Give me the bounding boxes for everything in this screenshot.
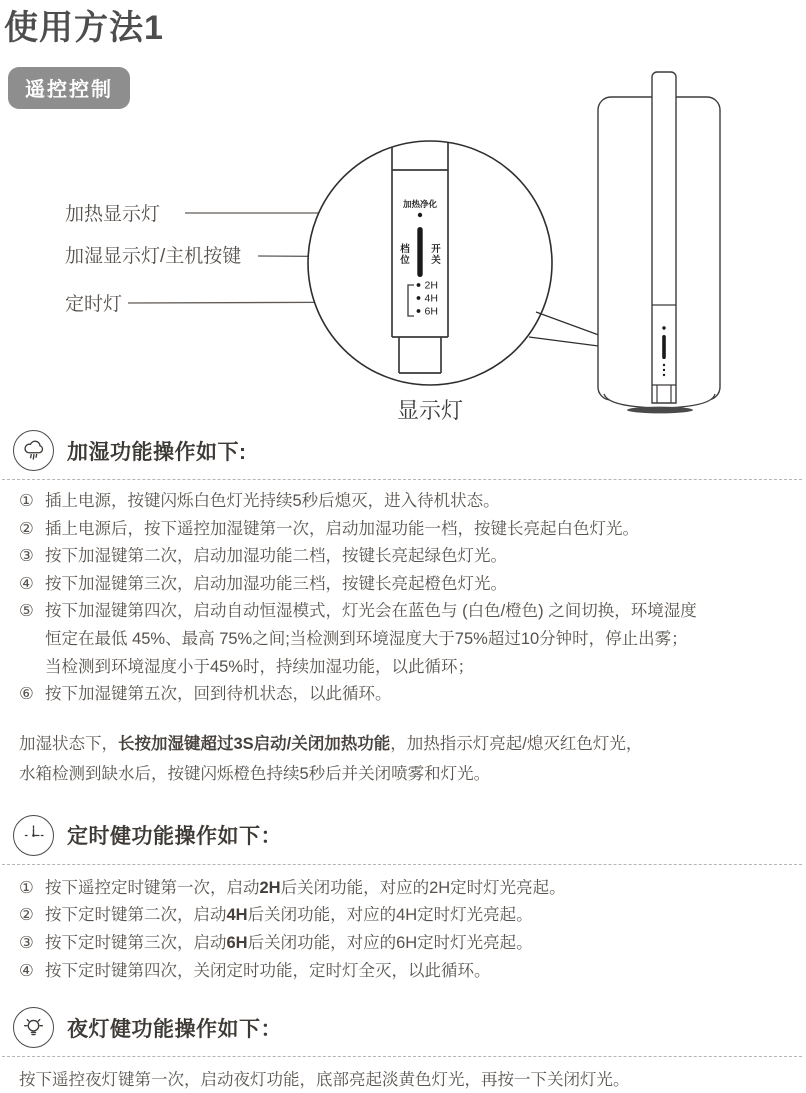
- step-item: [19, 930, 806, 958]
- step-item: [19, 516, 806, 544]
- text: 插上电源后，按下遥控加湿键第一次，启动加湿功能一档，按键长亮起白色灯光。: [45, 519, 639, 538]
- step-item: [19, 571, 806, 599]
- svg-text:位: 位: [400, 255, 410, 266]
- humidify-note: [19, 729, 787, 789]
- bulb-icon: [13, 1007, 54, 1048]
- step-item: [19, 902, 806, 930]
- humidifier-device: [598, 72, 720, 413]
- humidify-steps: [0, 480, 806, 709]
- text: 按下加湿键第二次，启动加湿功能二档，按键长亮起绿色灯光。: [45, 547, 507, 566]
- section-timer-title: 定时健功能操作如下：: [67, 825, 282, 849]
- callout-labels: [65, 203, 241, 315]
- bold-text: 长按加湿键超过3S启动/关闭加热功能: [118, 734, 391, 753]
- text: 按下加湿键第三次，启动加湿功能三档，按键长亮起橙色灯光。: [45, 574, 507, 593]
- label-humidify-indicator: 加湿显示灯/主机按键: [65, 246, 242, 267]
- step-text: [45, 902, 806, 930]
- step-text: [45, 930, 806, 958]
- night-light-note: [19, 1067, 787, 1093]
- section-humidify-title: 加湿功能操作如下:: [67, 440, 247, 464]
- text: 插上电源，按键闪烁白色灯光持续5秒后熄灭，进入待机状态。: [45, 492, 500, 510]
- section-night-light: [0, 1001, 806, 1093]
- step-text: [45, 516, 806, 544]
- step-text: [45, 488, 806, 516]
- section-humidify-header: [0, 424, 806, 479]
- text: ，加热指示灯亮起/熄灭红色灯光，: [390, 734, 643, 753]
- step-number: ①: [19, 492, 34, 510]
- humidify-icon: [13, 430, 54, 471]
- section-timer-header: [0, 809, 806, 864]
- heat-indicator-dot: [418, 213, 422, 217]
- step-number: ⑤: [19, 602, 34, 621]
- text: 加湿状态下，: [19, 734, 118, 753]
- text: 按下遥控定时键第一次，启动: [45, 878, 260, 897]
- step-item: [19, 875, 806, 903]
- main-button-bar: [417, 227, 422, 277]
- step-text: [45, 875, 806, 903]
- svg-text:开: 开: [431, 244, 441, 255]
- step-number: ⑥: [19, 685, 34, 704]
- step-item: [19, 543, 806, 571]
- label-timer-light: 定时灯: [65, 294, 123, 315]
- text: 恒定在最低 45%、最高 75%之间;当检测到环境湿度大于75%超过10分钟时，停止出雾；: [45, 629, 688, 648]
- text: 按下加湿键第四次，启动自动恒湿模式，灯光会在蓝色与 (白色/橙色) 之间切换，环境湿度: [45, 602, 697, 621]
- step-text: [45, 681, 806, 709]
- bold-text: 4H: [226, 906, 248, 925]
- text: 水箱检测到缺水后，按键闪烁橙色持续5秒后并关闭喷雾和灯光。: [19, 764, 491, 783]
- device-diagram: [0, 60, 806, 430]
- section-night-light-title: 夜灯健功能操作如下：: [67, 1017, 282, 1041]
- bold-text: 2H: [259, 878, 281, 897]
- heat-purify-label: 加热净化: [402, 199, 438, 209]
- step-number: ②: [19, 906, 34, 925]
- label-heat-indicator: 加热显示灯: [65, 204, 161, 225]
- step-text: [45, 958, 806, 986]
- step-text: [45, 598, 806, 681]
- section-humidify: [0, 424, 806, 789]
- step-text: [45, 571, 806, 599]
- step-number: ④: [19, 574, 34, 593]
- step-item: [19, 598, 806, 681]
- text: 后关闭功能，对应的4H定时灯光亮起。: [247, 906, 533, 925]
- svg-text:4H: 4H: [424, 292, 438, 305]
- text: 按下定时键第三次，启动: [45, 933, 227, 952]
- page-title: 使用方法1: [4, 9, 164, 47]
- step-number: ②: [19, 519, 34, 538]
- device-base-shadow: [627, 407, 693, 414]
- timer-hour-labels: [425, 280, 438, 318]
- text: 当检测到环境湿度小于45%时，持续加湿功能，以此循环；: [45, 657, 475, 676]
- text: 后关闭功能，对应的2H定时灯光亮起。: [280, 878, 566, 897]
- step-number: ③: [19, 933, 34, 952]
- remote-control-badge: 遥控控制: [8, 67, 130, 109]
- svg-text:档: 档: [400, 244, 410, 255]
- text: 按下定时键第四次，关闭定时功能，定时灯全灭，以此循环。: [45, 961, 491, 980]
- text: 后关闭功能，对应的6H定时灯光亮起。: [247, 933, 533, 952]
- section-timer: [0, 809, 806, 985]
- text: 按下加湿键第五次，回到待机状态，以此循环。: [45, 685, 392, 704]
- bold-text: 6H: [226, 933, 248, 952]
- dashed-divider: [2, 1056, 802, 1057]
- instructions-content: [0, 424, 806, 1093]
- step-item: [19, 958, 806, 986]
- step-text: [45, 543, 806, 571]
- step-number: ④: [19, 961, 34, 980]
- step-number: ①: [19, 878, 34, 897]
- section-night-light-header: [0, 1001, 806, 1056]
- display-light-caption: 显示灯: [396, 398, 464, 423]
- clock-icon: [13, 815, 54, 856]
- svg-text:关: 关: [431, 255, 441, 266]
- svg-text:6H: 6H: [424, 305, 438, 318]
- magnifier-circle: [308, 141, 552, 385]
- timer-steps: [0, 865, 806, 985]
- step-number: ③: [19, 547, 34, 566]
- step-item: [19, 681, 806, 709]
- svg-text:2H: 2H: [424, 279, 438, 292]
- step-item: [19, 488, 806, 516]
- text: 按下遥控夜灯键第一次，启动夜灯功能，底部亮起淡黄色灯光，再按一下关闭灯光。: [19, 1071, 630, 1090]
- text: 按下定时键第二次，启动: [45, 906, 227, 925]
